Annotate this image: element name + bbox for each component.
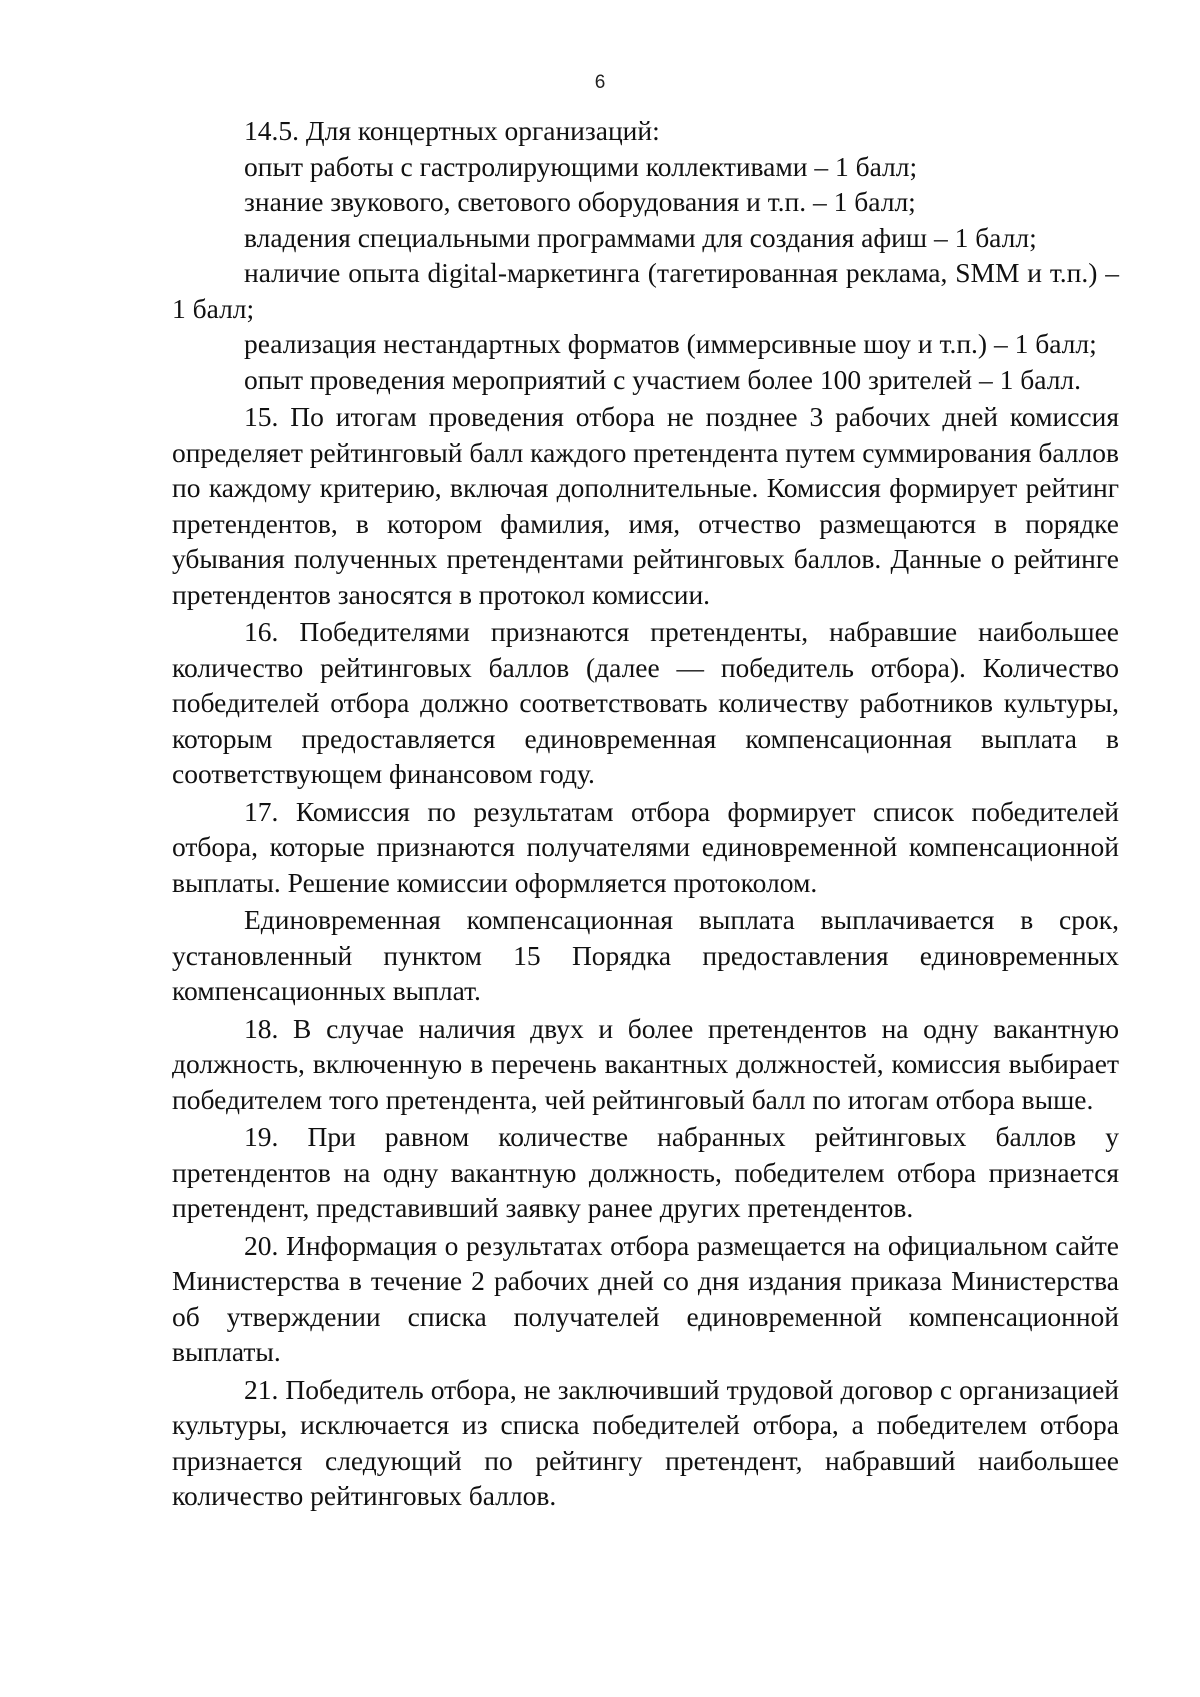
clause-14-5-heading: 14.5. Для концертных организаций: xyxy=(244,115,660,146)
criterion-digital-marketing: наличие опыта digital-маркетинга (тагетированная реклама, SMM и т.п.) – 1 балл; xyxy=(172,257,1119,324)
criterion-large-events: опыт проведения мероприятий с участием более 100 зрителей – 1 балл. xyxy=(244,363,1082,395)
page-number: 6 xyxy=(594,72,606,93)
clause-17: 17. Комиссия по результатам отбора формирует список победителей отбора, которые признаются получателями единовременной компенсационной выплаты. Решение комиссии оформляется протоколом. xyxy=(172,795,1119,898)
clause-18: 18. В случае наличия двух и более претендентов на одну вакантную должность, включенную в перечень вакантных должностей, комиссия выбирает победителем того претендента, чей рейтинговый балл по итогам отбора выше. xyxy=(172,1012,1119,1115)
criterion-sound-light-equipment: знание звукового, светового оборудования и т.п. – 1 балл; xyxy=(244,186,916,217)
clause-20: 20. Информация о результатах отбора размещается на официальном сайте Министерства в течение 2 рабочих дней со дня издания приказа Министерства об утверждении списка получателей единовременной компенсационной выплаты. xyxy=(172,1229,1119,1367)
clause-15: 15. По итогам проведения отбора не позднее 3 рабочих дней комиссия определяет рейтинговый балл каждого претендента путем суммирования баллов по каждому критерию, включая дополнительные. Комиссия формирует рейтинг претендентов, в котором фамилия, имя, отчество размещаются в порядке убывания полученных претендентами рейтинговых баллов. Данные о рейтинге претендентов заносятся в протокол комиссии. xyxy=(172,401,1119,610)
clause-17-payment-term: Единовременная компенсационная выплата выплачивается в срок, установленный пунктом 15 Порядка предоставления единовременных компенсационных выплат. xyxy=(172,904,1119,1006)
criterion-touring-experience: опыт работы с гастролирующими коллективами – 1 балл; xyxy=(244,150,918,182)
clause-19: 19. При равном количестве набранных рейтинговых баллов у претендентов на одну вакантную должность, победителем отбора признается претендент, представивший заявку ранее других претендентов. xyxy=(172,1121,1119,1223)
criterion-nonstandard-formats: реализация нестандартных форматов (иммерсивные шоу и т.п.) – 1 балл; xyxy=(244,328,1097,359)
clause-21: 21. Победитель отбора, не заключивший трудовой договор с организацией культуры, исключается из списка победителей отбора, а победителем отбора признается следующий по рейтингу претендент, набравший наибольшее количество рейтинговых баллов. xyxy=(172,1373,1119,1511)
criterion-poster-software: владения специальными программами для создания афиш – 1 балл; xyxy=(244,221,1037,253)
clause-16: 16. Победителями признаются претенденты, набравшие наибольшее количество рейтинговых баллов (далее — победитель отбора). Количество победителей отбора должно соответствовать количеству работников культуры, которым предоставляется единовременная компенсационная выплата в соответствующем финансовом году. xyxy=(172,616,1119,789)
document-body xyxy=(172,113,1119,1514)
